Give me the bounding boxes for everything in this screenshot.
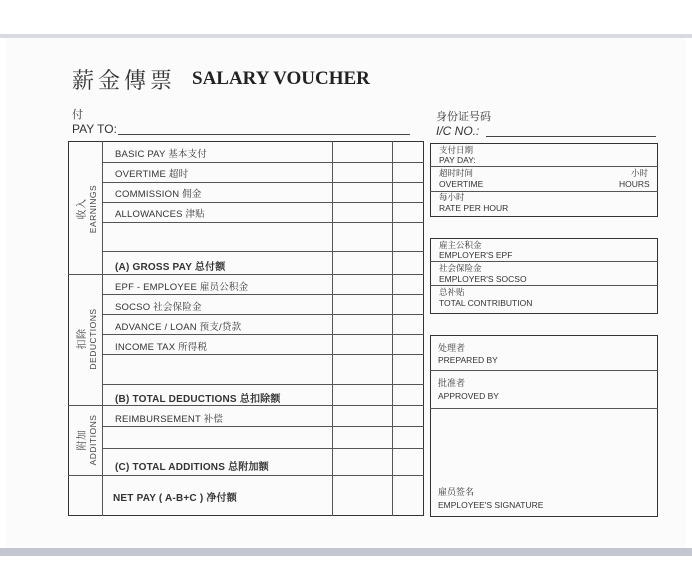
deduction-epf-employee: EPF - EMPLOYEE 雇员公积金 [115,282,249,293]
section-line [68,475,424,476]
overtime-cn: 超时时间 [439,168,474,178]
pay-day-en: PAY DAY: [439,155,476,165]
deductions-side-label [73,294,99,384]
employer-epf-cn: 雇主公积金 [439,240,482,250]
employee-signature-en: EMPLOYEE'S SIGNATURE [438,500,544,510]
row-line [430,285,658,286]
hours-cn: 小时 [631,168,649,178]
title-english: SALARY VOUCHER [192,68,370,89]
hours-en: HOURS [619,179,650,189]
net-pay-label: NET PAY ( A-B+C ) 净付额 [113,493,237,504]
overtime-en: OVERTIME [439,179,484,189]
employer-epf-en: EMPLOYER'S EPF [439,250,513,260]
row-line [430,166,658,167]
earnings-basic-pay: BASIC PAY 基本支付 [115,149,208,160]
row-line [102,426,424,427]
row-line [102,448,424,449]
section-line [68,274,424,275]
deduction-socso: SOCSO 社会保险金 [115,302,202,313]
ic-label: I/C NO.: [436,124,480,138]
total-deductions-label: (B) TOTAL DEDUCTIONS 总扣除额 [115,394,281,405]
row-line [430,408,658,409]
deductions-side-en: DEDUCTIONS [88,308,98,370]
rate-en: RATE PER HOUR [439,203,509,213]
additions-side-en: ADDITIONS [88,414,98,466]
row-line [102,182,424,183]
earnings-side-cn: 收入 [77,198,88,220]
payto-field-line[interactable] [118,134,410,135]
row-line [430,370,658,371]
row-line [102,314,424,315]
row-line [102,251,424,252]
deduction-advance-loan: ADVANCE / LOAN 预支/贷款 [115,322,242,333]
total-contribution-cn: 总补贴 [439,287,465,297]
row-line [102,384,424,385]
pay-day-cn: 支付日期 [439,145,474,155]
ic-chinese: 身份证号码 [436,110,491,123]
employer-socso-cn: 社会保险金 [439,263,482,273]
earnings-commission: COMMISSION 佣金 [115,189,202,200]
prepared-by-cn: 处理者 [438,343,466,353]
row-line [430,261,658,262]
row-line [102,202,424,203]
rate-cn: 每小时 [439,192,465,202]
payto-chinese: 付 [72,108,83,121]
row-line [102,162,424,163]
scan-bottom-band [0,548,692,556]
employer-socso-en: EMPLOYER'S SOCSO [439,274,527,284]
section-line [68,405,424,406]
employee-signature-cn: 雇员签名 [438,487,475,497]
earnings-side-label [73,169,99,249]
divider-amount-col [332,141,333,516]
earnings-side-en: EARNINGS [88,184,98,234]
additions-side-cn: 附加 [77,429,88,451]
deductions-side-cn: 扣除 [77,328,88,350]
total-contribution-en: TOTAL CONTRIBUTION [439,298,533,308]
divider-section-col [102,141,103,516]
earnings-allowances: ALLOWANCES 津贴 [115,209,205,220]
row-line [102,294,424,295]
total-additions-label: (C) TOTAL ADDITIONS 总附加额 [115,462,269,473]
additions-side-label [73,399,99,481]
prepared-by-en: PREPARED BY [438,355,498,365]
gross-pay-label: (A) GROSS PAY 总付额 [115,262,226,273]
earnings-overtime: OVERTIME 超时 [115,169,189,180]
row-line [102,354,424,355]
payto-label: PAY TO: [72,122,117,136]
row-line [102,222,424,223]
deduction-income-tax: INCOME TAX 所得税 [115,342,208,353]
title-chinese: 薪金傳票 [72,69,177,94]
approved-by-en: APPROVED BY [438,391,499,401]
scan-top-band [0,0,692,38]
row-line [102,334,424,335]
ic-field-line[interactable] [486,136,656,137]
addition-reimbursement: REIMBURSEMENT 补偿 [115,414,224,425]
divider-amount-col2 [392,141,393,516]
approved-by-cn: 批准者 [438,378,466,388]
